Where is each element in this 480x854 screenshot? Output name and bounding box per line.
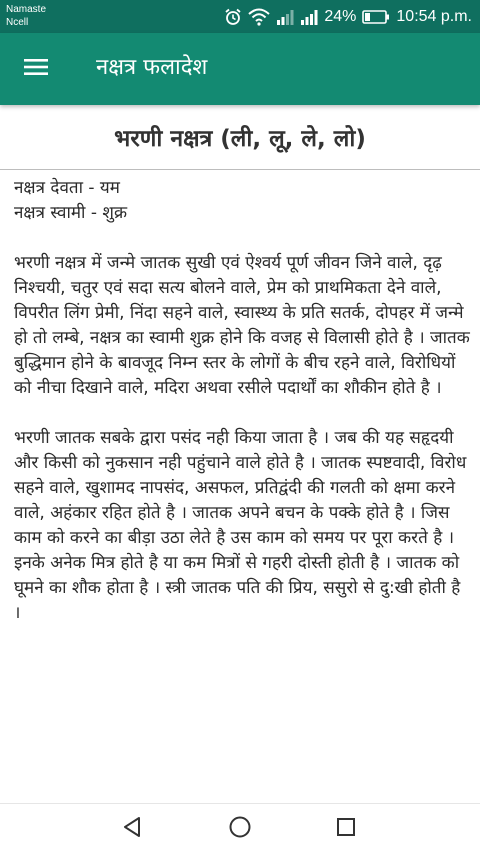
menu-icon (24, 58, 48, 80)
carrier-info (6, 3, 46, 29)
alarm-icon (224, 8, 242, 26)
back-icon (121, 816, 143, 842)
recents-icon (336, 817, 356, 841)
spacer (14, 226, 470, 251)
signal-icon (300, 9, 318, 25)
home-icon (228, 815, 252, 843)
nakshatra-lord: नक्षत्र स्वामी - शुक्र (14, 203, 128, 223)
app-title: नक्षत्र फलादेश (96, 55, 208, 80)
spacer (14, 401, 470, 426)
description-paragraph: भरणी जातक सबके द्वारा पसंद नही किया जाता है । जब की यह सहृदयी और किसी को नुकसान नही पहुंचाने वाले होते है । जातक स्पष्टवादी, विरोध सहने वाले, खुशामद नापसंद, असफल, प्रतिद्वंदी की गलती को क्षमा करने वाले, अहंकार रहित होते है । जातक अपने बचन के पक्के होते है । जिस काम को करने का बीड़ा उठा लेते है उस काम को समय पर पूरा करते है । इनके अनेक मित्र होते है या कम मित्रों से गहरी दोस्ती होती है । जातक को घूमने का शौक होता है । स्त्री जातक पति की प्रिय, ससुरो से दु:खी होती है । (14, 428, 467, 623)
battery-icon (362, 10, 390, 24)
menu-button[interactable] (14, 49, 58, 89)
description-paragraph: भरणी नक्षत्र में जन्मे जातक सुखी एवं ऐश्वर्य पूर्ण जीवन जिने वाले, दृढ़ निश्चयी, चतुर एवं सदा सत्य बोलने वाले, प्रेम को प्राथमिकता देने वाले, विपरीत लिंग प्रेमी, निंदा सहने वाले, स्वास्थ्य के प्रति सतर्क, दोपहर में जन्मे हो तो लम्बे, नक्षत्र का स्वामी शुक्र होने कि वजह से विलासी होते है । जातक बुद्धिमान होने के बावजूद निम्न स्तर के लोगों के बीच रहने वाले, विरोधियों को नीचा दिखाने वाले, मदिरा अथवा रसीले पदार्थों का शौकीन होते है । (14, 253, 470, 398)
app-bar (0, 33, 480, 105)
page-title: भरणी नक्षत्र (ली, लू, ले, लो) (114, 126, 366, 152)
battery-percent: 24% (324, 8, 357, 25)
carrier-network: Ncell (6, 17, 29, 28)
back-button[interactable] (108, 812, 156, 846)
wifi-icon (248, 8, 270, 26)
recents-button[interactable] (322, 812, 370, 846)
content (14, 176, 470, 626)
navigation-bar (0, 803, 480, 854)
clock: 10:54 p.m. (396, 8, 472, 25)
heading-section (0, 105, 480, 170)
nakshatra-deity: नक्षत्र देवता - यम (14, 178, 120, 198)
status-icons (224, 6, 472, 28)
carrier-name: Namaste (6, 4, 47, 15)
signal-icon (276, 9, 294, 25)
home-button[interactable] (216, 812, 264, 846)
status-bar (0, 0, 480, 33)
